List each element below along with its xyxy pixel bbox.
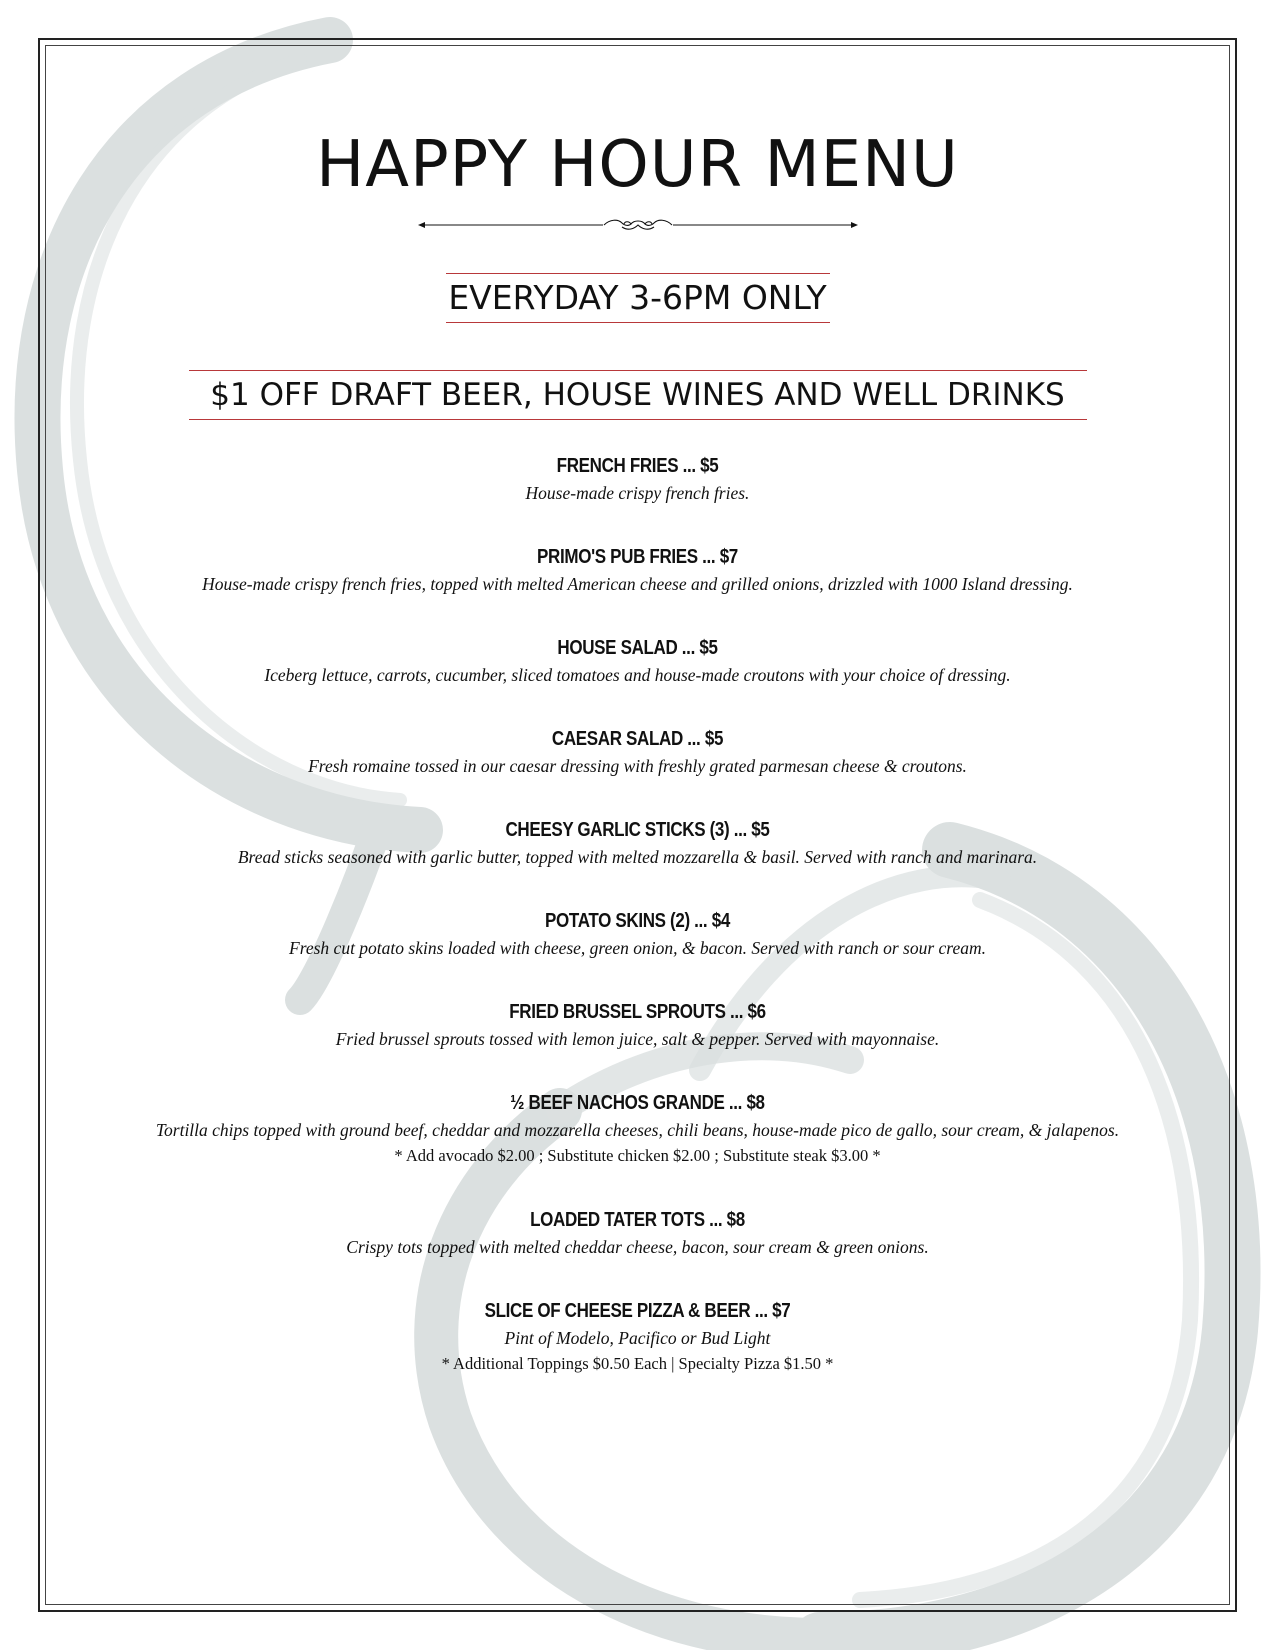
menu-item-description: House-made crispy french fries, topped with melted American cheese and grilled onions, drizzled with 1000 Island dressing. [202,574,1073,594]
menu-item-name: CAESAR SALAD ... $5 [551,728,724,750]
menu-item-description: House-made crispy french fries. [525,483,750,503]
menu-item [45,907,1230,961]
drinks-special-banner: $1 OFF DRAFT BEER, HOUSE WINES AND WELL DRINKS [189,370,1087,420]
menu-item-name: SLICE OF CHEESE PIZZA & BEER ... $7 [484,1300,791,1322]
menu-item [45,816,1230,870]
menu-title: HAPPY HOUR MENU [316,128,959,202]
menu-item-description: Fresh cut potato skins loaded with cheese, green onion, & bacon. Served with ranch or sour cream. [289,938,986,958]
menu-item-description: Crispy tots topped with melted cheddar cheese, bacon, sour cream & green onions. [346,1237,929,1257]
menu-item-description: Fried brussel sprouts tossed with lemon juice, salt & pepper. Served with mayonnaise. [335,1029,940,1049]
menu-item [45,634,1230,688]
menu-item-addon-note: * Additional Toppings $0.50 Each | Specialty Pizza $1.50 * [441,1354,834,1373]
menu-item-name: POTATO SKINS (2) ... $4 [545,910,730,932]
menu-item-addon-note: * Add avocado $2.00 ; Substitute chicken $2.00 ; Substitute steak $3.00 * [394,1146,881,1165]
menu-item-description: Pint of Modelo, Pacifico or Bud Light [504,1328,771,1348]
menu-item [45,1297,1230,1377]
menu-item [45,998,1230,1052]
menu-item-name: ½ BEEF NACHOS GRANDE ... $8 [510,1092,765,1114]
menu-item-name: PRIMO'S PUB FRIES ... $7 [537,546,738,568]
menu-items-list [45,452,1230,1377]
menu-item-name: FRIED BRUSSEL SPROUTS ... $6 [509,1001,766,1023]
menu-item [45,1089,1230,1169]
ornamental-divider-icon [418,217,858,233]
menu-item-name: LOADED TATER TOTS ... $8 [530,1209,745,1231]
menu-item-name: HOUSE SALAD ... $5 [557,637,718,659]
menu-item-description: Iceberg lettuce, carrots, cucumber, sliced tomatoes and house-made croutons with your choice of dressing. [264,665,1011,685]
menu-item-name: FRENCH FRIES ... $5 [556,455,719,477]
menu-item-description: Bread sticks seasoned with garlic butter, topped with melted mozzarella & basil. Served with ranch and marinara. [237,847,1038,867]
menu-item [45,1206,1230,1260]
hours-banner: EVERYDAY 3-6PM ONLY [446,273,830,323]
menu-item [45,543,1230,597]
menu-item [45,725,1230,779]
menu-item [45,452,1230,506]
menu-item-description: Fresh romaine tossed in our caesar dressing with freshly grated parmesan cheese & croutons. [308,756,967,776]
menu-item-name: CHEESY GARLIC STICKS (3) ... $5 [505,819,770,841]
menu-content [45,45,1230,1414]
menu-item-description: Tortilla chips topped with ground beef, cheddar and mozzarella cheeses, chili beans, house-made pico de gallo, sour cream, & jalapenos. [155,1120,1120,1140]
